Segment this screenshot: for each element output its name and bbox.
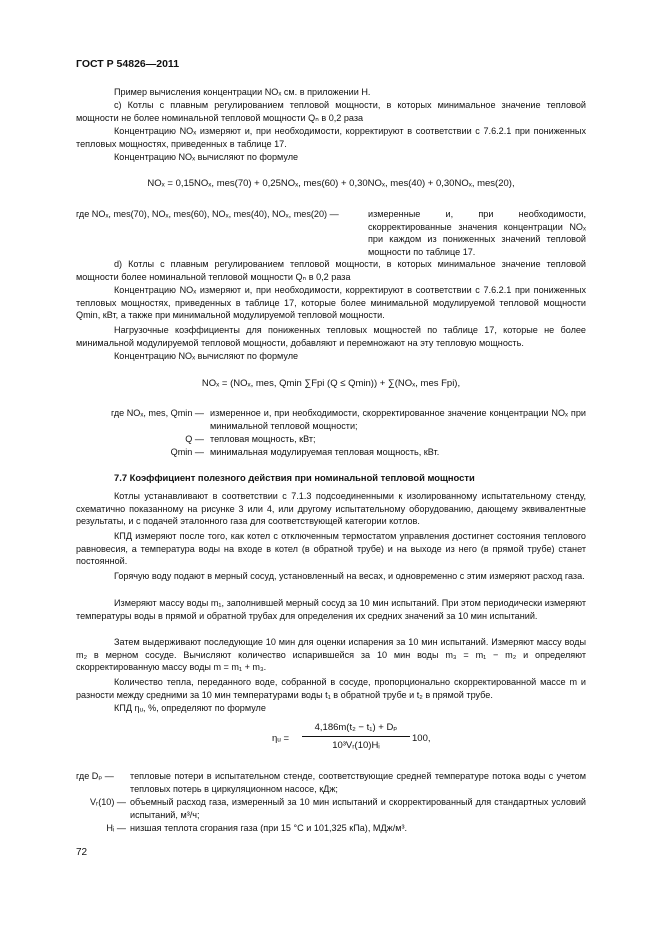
where-label: где Dₚ — — [76, 771, 114, 781]
section-heading: 7.7 Коэффициент полезного действия при номинальной тепловой мощности — [114, 472, 475, 483]
fraction-bar — [302, 736, 410, 737]
paragraph: Затем выдерживают последующие 10 мин для оценки испарения за 10 мин испытаний. Измеряют массу воды m₂ в мерном сосуде. Вычисляют количество испарившейся за 10 мин воды m₃ = m₁ − m₂ и определяют скорректированную массу воды m = m₁ + m₃. — [76, 637, 586, 673]
paragraph: Концентрацию NOₓ вычисляют по формуле — [114, 152, 299, 162]
where-definition: объемный расход газа, измеренный за 10 мин испытаний и скорректированный для стандартных условий испытаний, м³/ч; — [130, 797, 586, 820]
paragraph: Нагрузочные коэффициенты для пониженных тепловых мощностей по таблице 17, которые не более минимальной модулируемой тепловой мощности, добавляют и перемножают на эту тепловую мощность. — [76, 325, 586, 348]
document-header: ГОСТ Р 54826—2011 — [76, 58, 180, 70]
where-definition: низшая теплота сгорания газа (при 15 °С и 101,325 кПа), МДж/м³. — [130, 823, 408, 833]
formula-numerator: 4,186m(t₂ − t₁) + Dₚ — [314, 722, 398, 733]
where-label: Qmin — — [170, 447, 204, 457]
formula-lhs: ηᵤ = — [272, 733, 290, 744]
paragraph: КПД измеряют после того, как котел с отключенным термостатом управления достигнет состояния теплового равновесия, а температура воды на входе в котел (в обратной трубе) и на выходе из него (в прямой трубе) станет постоянной. — [76, 531, 586, 567]
where-definition: минимальная модулируемая тепловая мощность, кВт. — [210, 447, 440, 457]
where-label: Hᵢ — — [106, 823, 126, 833]
paragraph: КПД ηᵤ, %, определяют по формуле — [114, 703, 266, 713]
paragraph: Количество тепла, переданного воде, собранной в сосуде, пропорционально скорректированной массе m и разности между средними за 10 мин температурами воды t₁ в обратной трубе и t₂ в прямой трубе. — [76, 677, 586, 700]
where-label: где NOₓ, mes, Qmin — — [110, 408, 204, 418]
paragraph: d) Котлы с плавным регулированием тепловой мощности, в которых минимальное значение тепловой мощности более номинальной тепловой мощности Qₙ в 0,2 раза — [76, 259, 586, 282]
formula-tail: 100, — [412, 733, 431, 744]
paragraph: Измеряют массу воды m₁, заполнившей мерный сосуд за 10 мин испытаний. При этом периодически измеряют температуры воды в прямой и обратной трубах для определения их средних значений за 10 мин испытаний. — [76, 598, 586, 621]
where-definition: измеренные и, при необходимости, скорректированные значения концентрации NOₓ при каждом из пониженных значений тепловой мощности по таблице 17. — [368, 209, 586, 257]
where-definition: тепловые потери в испытательном стенде, соответствующие средней температуре потока воды с учетом тепловых потерь в циркуляционном насосе, кДж; — [130, 771, 586, 794]
formula-denominator: 10³Vᵣ(10)Hᵢ — [332, 740, 380, 751]
paragraph: Пример вычисления концентрации NOₓ см. в приложении Н. — [114, 87, 371, 97]
where-definition: тепловая мощность, кВт; — [210, 434, 316, 444]
paragraph: Концентрацию NOₓ вычисляют по формуле — [114, 351, 299, 361]
formula-nox-2: NOₓ = (NOₓ, mes, Qmin ∑Fpi (Q ≤ Qmin)) + ∑(NOₓ, mes Fpi), — [201, 378, 461, 389]
where-label: где NOₓ, mes(70), NOₓ, mes(60), NOₓ, mes(40), NOₓ, mes(20) — — [76, 209, 339, 219]
paragraph: Концентрацию NOₓ измеряют и, при необходимости, корректируют в соответствии с 7.6.2.1 при пониженных тепловых мощностях, приведенных в таблице 17. — [76, 126, 586, 149]
where-definition: измеренное и, при необходимости, скорректированное значение концентрации NOₓ при минимальной тепловой мощности; — [210, 408, 586, 431]
paragraph: Концентрацию NOₓ измеряют и, при необходимости, корректируют в соответствии с 7.6.2.1 при пониженных тепловых мощностях, приведенных в таблице 17, которые более минимальной модулируемой тепловой мощности Qmin, кВт, а также при минимальной модулируемой тепловой мощности. — [76, 285, 586, 321]
paragraph: Котлы устанавливают в соответствии с 7.1.3 подсоединенными к изолированному испытательному стенду, схематично показанному на рисунке 3 или 4, или другому испытательному оборудованию, дающему эквивалентные результаты, и с подачей эталонного газа для соответствующей категории котлов. — [76, 491, 586, 527]
formula-nox-1: NOₓ = 0,15NOₓ, mes(70) + 0,25NOₓ, mes(60) + 0,30NOₓ, mes(40) + 0,30NOₓ, mes(20), — [147, 178, 515, 189]
where-label: Vᵣ(10) — — [89, 797, 126, 807]
page-number: 72 — [76, 847, 88, 858]
where-label: Q — — [185, 434, 204, 444]
paragraph: Горячую воду подают в мерный сосуд, установленный на весах, и одновременно с этим измеряют расход газа. — [114, 571, 585, 581]
paragraph: c) Котлы с плавным регулированием тепловой мощности, в которых минимальное значение тепловой мощности не более номинальной тепловой мощности Qₙ в 0,2 раза — [76, 100, 586, 123]
